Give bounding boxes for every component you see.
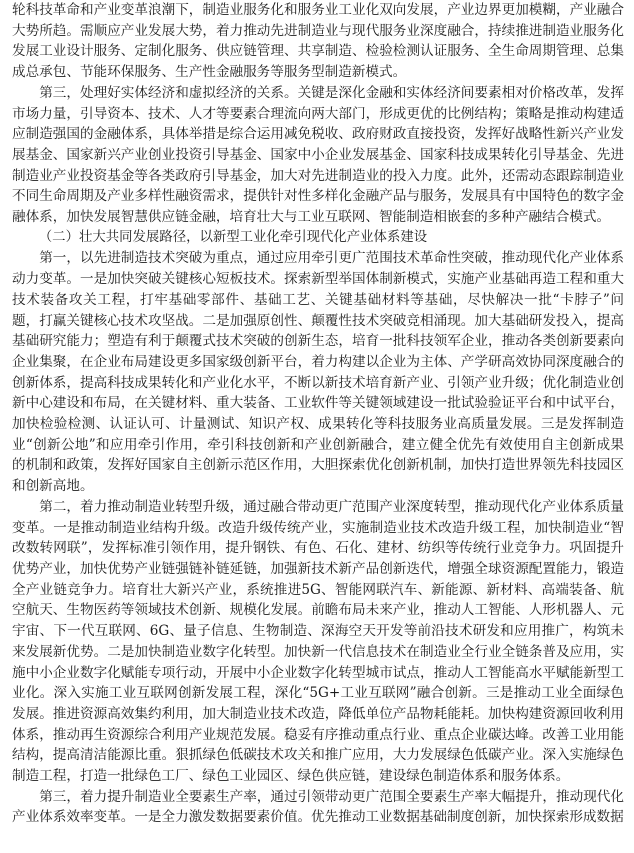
section-heading: （二）壮大共同发展路径，以新型工业化牵引现代化产业体系建设 — [38, 229, 428, 245]
paragraph-total-factor-productivity: 第三，着力提升制造业全要素生产率，通过引领带动更广范围全要素生产率大幅提升，推动现代化产业体系效率变革。一是全力激发数据要素价值。优先推动工业数据基础制度创新，加快探索形成数据 — [12, 788, 624, 826]
paragraph-industry-integration: 轮科技革命和产业变革浪潮下，制造业服务化和服务业工业化双向发展，产业边界更加模糊，产业融合大势所趋。需顺应产业发展大势，着力推动先进制造业与现代服务业深度融合，持续推进制造业服务化发展工业设计服务、定制化服务、供应链管理、共享制造、检验检测认证服务、全生命周期管理、总集成总承包、节能环保服务、生产性金融服务等服务型制造新模式。 — [12, 2, 624, 81]
paragraph-real-virtual-economy: 第三，处理好实体经济和虚拟经济的关系。关键是深化金融和实体经济间要素相对价格改革，发挥市场力量，引导资本、技术、人才等要素合理流向两大部门，形成更优的比例结构；策略是推动构建适应制造强国的金融体系，具体举措是综合运用减免税收、政府财政直接投资，发挥好战略性新兴产业发展基金、国家新兴产业创业投资引导基金、国家中小企业发展基金、国家科技成果转化引导基金、先进制造业产业投资基金等各类政府引导基金，加大对先进制造业的投入力度。此外，还需动态跟踪制造业不同生命周期及产业多样性融资需求，提供针对性多样化金融产品与服务，发展具有中国特色的数字金融体系，加快发展智慧供应链金融，培育壮大与工业互联网、智能制造相嵌套的多种产融结合模式。 — [12, 84, 624, 226]
paragraph-transformation-upgrade: 第二，着力推动制造业转型升级，通过融合带动更广范围产业深度转型，推动现代化产业体系质量变革。一是推动制造业结构升级。改造升级传统产业，实施制造业技术改造升级工程，加快制造业“智改数转网联”，发挥标准引领作用，提升钢铁、有色、石化、建材、纺织等传统行业竞争力。巩固提升优势产业，加快优势产业链强链补链延链，加强新技术新产品创新迭代，增强全球资源配置能力，锻造全产业链竞争力。培育壮大新兴产业，系统推进5G、智能网联汽车、新能源、新材料、高端装备、航空航天、生物医药等领域技术创新、规模化发展。前瞻布局未来产业，推动人工智能、人形机器人、元宇宙、下一代互联网、6G、量子信息、生物制造、深海空天开发等前沿技术研发和应用推广，构筑未来发展新优势。二是加快制造业数字化转型。加快新一代信息技术在制造业全行业全链条普及应用，实施中小企业数字化赋能专项行动，开展中小企业数字化转型城市试点，推动人工智能高水平赋能新型工业化。深入实施工业互联网创新发展工程，深化“5G+工业互联网”融合创新。三是推动工业全面绿色发展。推进资源高效集约利用，加大制造业技术改造，降低单位产品物耗能耗。加快构建资源回收利用体系，推动再生资源综合利用产业规范发展。稳妥有序推动重点行业、重点企业碳达峰。改善工业用能结构，提高清洁能源比重。狠抓绿色低碳技术攻关和推广应用，大力发展绿色低碳产业。深入实施绿色制造工程，打造一批绿色工厂、绿色工业园区、绿色供应链，建设绿色制造体系和服务体系。 — [12, 498, 624, 785]
paragraph-technology-breakthrough: 第一，以先进制造技术突破为重点，通过应用牵引更广范围技术革命性突破，推动现代化产业体系动力变革。一是加快突破关键核心短板技术。探索新型举国体制新模式，实施产业基础再造工程和重大技术装备攻关工程，打牢基础零部件、基础工艺、关键基础材料等基础，尽快解决一批“卡脖子”问题，打赢关键核心技术攻坚战。二是加强原创性、颠覆性技术突破竞相涌现。加大基础研发投入，提高基础研究能力；塑造有利于颠覆式技术突破的创新生态，培育一批科技领军企业，推动各类创新要素向企业集聚，在企业布局建设更多国家级创新平台，着力构建以企业为主体、产学研高效协同深度融合的创新体系，提高科技成果转化和产业化水平，不断以新技术培育新产业、引领产业升级；优化制造业创新中心建设和布局，在关键材料、重大装备、工业软件等关键领域建设一批试验验证平台和中试平台，加快检验检测、认证认可、计量测试、知识产权、成果转化等科技服务业高质量发展。三是发挥制造业“创新公地”和应用牵引作用，牵引科技创新和产业创新融合，建立健全优先有效使用自主创新成果的机制和政策，发挥好国家自主创新示范区作用，大胆探索优化创新机制，加快打造世界领先科技园区和创新高地。 — [12, 250, 624, 495]
